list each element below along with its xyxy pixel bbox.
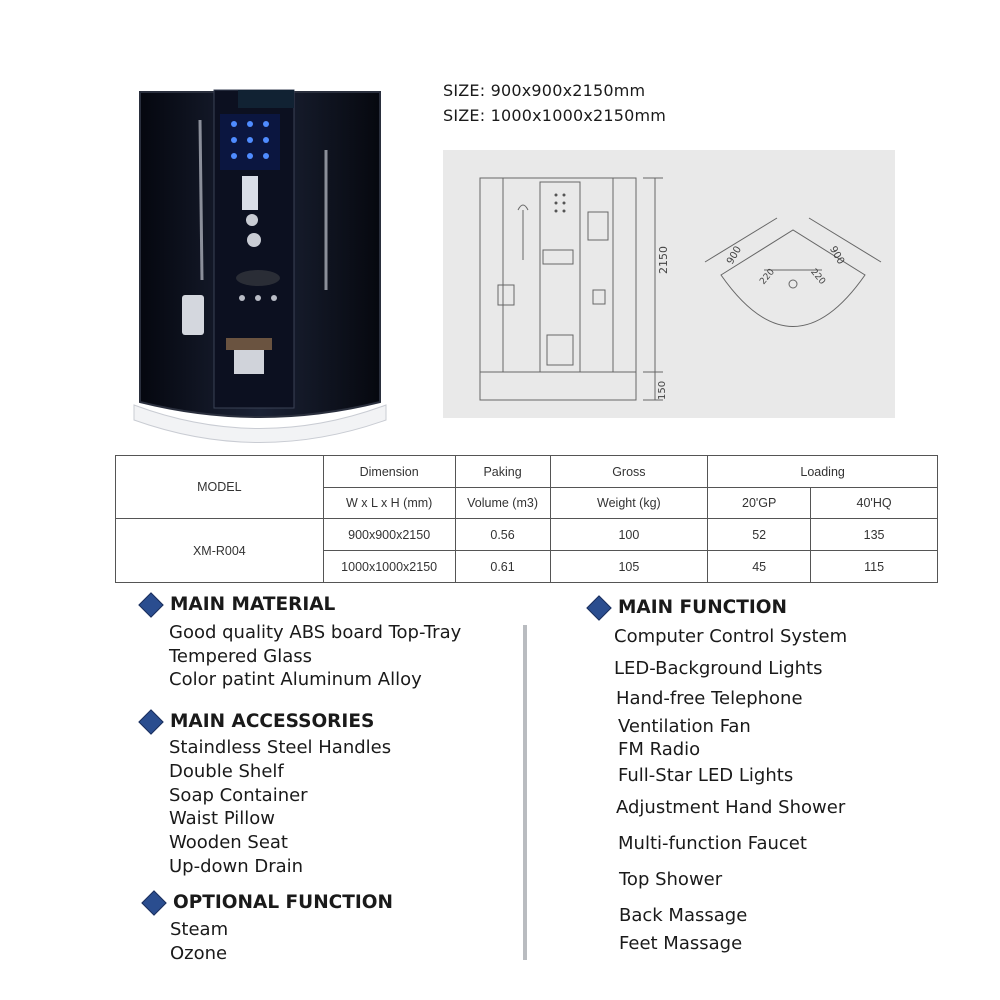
diamond-bullet-icon [586,595,611,620]
main-function-heading [590,597,787,618]
main-material-heading [142,594,335,615]
main-material-title: MAIN MATERIAL [170,594,336,615]
volume-cell: 0.56 [455,519,550,551]
40hq-cell: 135 [811,519,938,551]
list-item: Feet Massage [619,933,743,954]
header-gross: Gross [550,456,708,488]
list-item: FM Radio [618,739,701,760]
dim-cell: 900x900x2150 [323,519,455,551]
list-item: Computer Control System [614,626,848,647]
base-height-label: 150 [657,380,668,400]
header-volume: Volume (m3) [455,488,550,519]
list-item: Double Shelf [169,761,284,782]
main-accessories-title: MAIN ACCESSORIES [170,711,375,732]
list-item: Adjustment Hand Shower [616,797,846,818]
header-weight: Weight (kg) [550,488,708,519]
width-label-right: 900 [827,244,847,267]
list-item: Good quality ABS board Top-Tray [169,622,462,643]
weight-cell: 100 [550,519,708,551]
list-item: Multi-function Faucet [618,833,807,854]
list-item: Full-Star LED Lights [618,765,794,786]
diamond-bullet-icon [138,709,163,734]
diamond-bullet-icon [141,890,166,915]
list-item: Up-down Drain [169,856,304,877]
list-item: Color patint Aluminum Alloy [169,669,422,690]
main-function-title: MAIN FUNCTION [618,597,787,618]
optional-function-title: OPTIONAL FUNCTION [173,892,393,913]
dim-cell: 1000x1000x2150 [323,551,455,583]
size-line-1: SIZE: 900x900x2150mm [443,81,646,100]
list-item: Tempered Glass [169,646,313,667]
list-item: LED-Background Lights [614,658,823,679]
list-item: Wooden Seat [169,832,288,853]
20gp-cell: 45 [708,551,811,583]
list-item: Waist Pillow [169,808,276,829]
shower-cabin-photo [130,80,390,450]
list-item: Staindless Steel Handles [169,737,392,758]
width-label-left: 900 [725,244,745,267]
header-dimension-sub: W x L x H (mm) [323,488,455,519]
diamond-bullet-icon [138,592,163,617]
header-paking: Paking [455,456,550,488]
20gp-cell: 52 [708,519,811,551]
40hq-cell: 115 [811,551,938,583]
list-item: Back Massage [619,905,748,926]
header-loading: Loading [708,456,938,488]
radius-label-right: 220 [808,267,827,287]
header-model: MODEL [116,456,324,519]
weight-cell: 105 [550,551,708,583]
optional-function-heading [145,892,393,913]
radius-label-left: 220 [758,267,777,287]
column-divider [523,625,527,960]
size-line-2: SIZE: 1000x1000x2150mm [443,106,667,125]
model-cell: XM-R004 [116,519,324,583]
list-item: Soap Container [169,785,308,806]
technical-drawing [443,150,895,418]
height-label: 2150 [657,246,670,274]
list-item: Hand-free Telephone [616,688,803,709]
spec-table [115,455,938,583]
header-20gp: 20'GP [708,488,811,519]
list-item: Top Shower [619,869,723,890]
list-item: Steam [170,919,229,940]
table-row [116,519,938,551]
header-40hq: 40'HQ [811,488,938,519]
list-item: Ventilation Fan [618,716,751,737]
list-item: Ozone [170,943,228,964]
main-accessories-heading [142,711,374,732]
header-dimension: Dimension [323,456,455,488]
volume-cell: 0.61 [455,551,550,583]
